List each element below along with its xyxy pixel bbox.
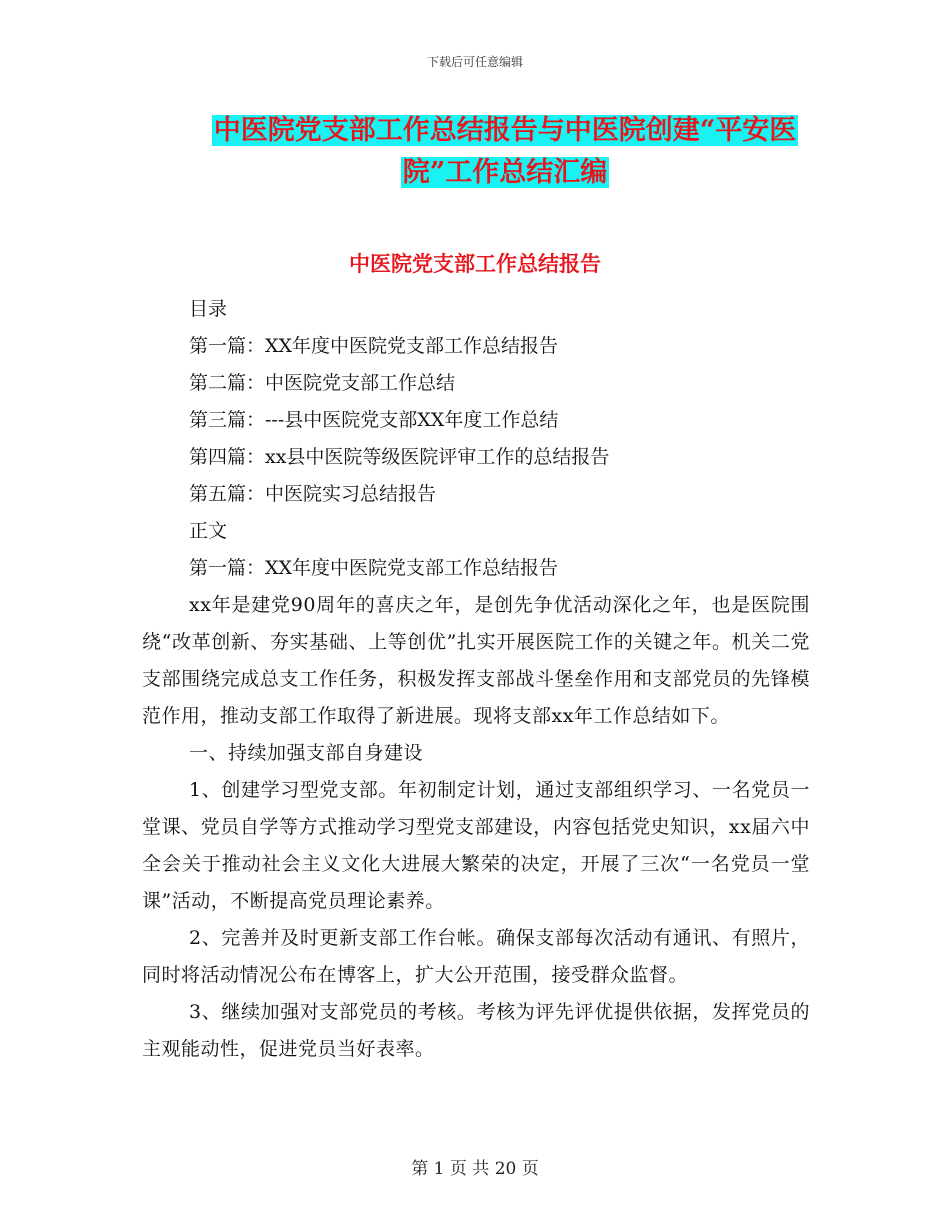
paragraph: xx年是建党90周年的喜庆之年，是创先争优活动深化之年，也是医院围绕“改革创新、夯实基础、上等创优”扎实开展医院工作的关键之年。机关二党支部围绕完成总支工作任务，积极发挥支部战斗堡垒作用和支部党员的先锋模范作用，推动支部工作取得了新进展。现将支部xx年工作总结如下。 — [142, 594, 810, 727]
document-body — [142, 291, 810, 1068]
paragraph: 3、继续加强对支部党员的考核。考核为评先评优提供依据，发挥党员的主观能动性，促进党员当好表率。 — [142, 1001, 810, 1060]
header-note: 下载后可任意编辑 — [426, 55, 523, 69]
main-title-line1: 中医院党支部工作总结报告与中医院创建“平安医 — [213, 115, 797, 146]
section-title: 中医院党支部工作总结报告 — [349, 251, 601, 276]
toc-item: 第二篇：中医院党支部工作总结 — [189, 372, 456, 394]
main-title-line2: 院”工作总结汇编 — [402, 157, 608, 188]
toc-heading: 目录 — [189, 298, 228, 320]
section-heading: 一、持续加强支部自身建设 — [189, 742, 424, 764]
toc-item: 第五篇：中医院实习总结报告 — [189, 483, 437, 505]
toc-item: 第一篇：XX年度中医院党支部工作总结报告 — [189, 335, 559, 357]
main-title — [205, 110, 805, 194]
paragraph: 1、创建学习型党支部。年初制定计划，通过支部组织学习、一名党员一堂课、党员自学等方式推动学习型党支部建设，内容包括党史知识，xx届六中全会关于推动社会主义文化大进展大繁荣的决定，开展了三次“一名党员一堂课”活动，不断提高党员理论素养。 — [142, 779, 810, 912]
chapter-title: 第一篇：XX年度中医院党支部工作总结报告 — [189, 557, 559, 579]
page-footer: 第 1 页 共 20 页 — [411, 1159, 539, 1179]
paragraph: 2、完善并及时更新支部工作台帐。确保支部每次活动有通讯、有照片，同时将活动情况公布在博客上，扩大公开范围，接受群众监督。 — [142, 927, 810, 986]
toc-item: 第四篇：xx县中医院等级医院评审工作的总结报告 — [189, 446, 610, 468]
toc-item: 第三篇：---县中医院党支部XX年度工作总结 — [189, 409, 559, 431]
body-heading: 正文 — [189, 520, 228, 542]
